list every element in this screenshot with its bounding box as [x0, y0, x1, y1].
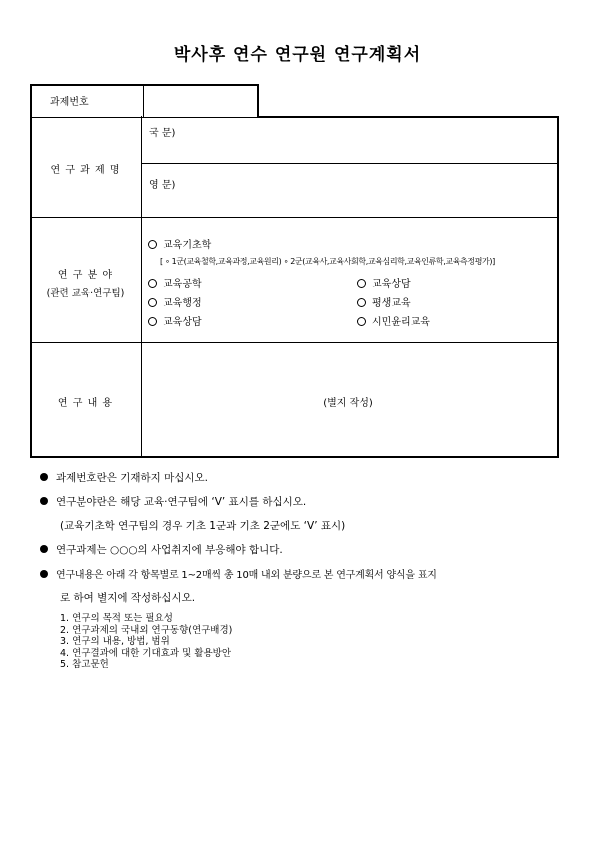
note-4-cont: 로 하여 별지에 작성하십시오.: [60, 592, 196, 604]
note-text: 연구내용은 아래 각 항목별로 1~2매씩 총 10매 내외 분량으로 본 연구계획서 양식을 표지: [56, 570, 437, 581]
note-1: [40, 470, 208, 485]
option-left-1[interactable]: [148, 275, 202, 290]
checkbox-circle-icon[interactable]: [148, 298, 157, 307]
option-label: 교육기초학: [163, 240, 212, 251]
option-label: 교육상담: [163, 317, 202, 328]
list-item: 1. 연구의 목적 또는 필요성: [60, 613, 173, 624]
english-title-label: 영 문): [149, 180, 176, 191]
checkbox-circle-icon[interactable]: [148, 240, 157, 249]
option-label: 교육행정: [163, 298, 202, 309]
option-label: 평생교육: [372, 298, 411, 309]
list-item: 4. 연구결과에 대한 기대효과 및 활용방안: [60, 647, 231, 659]
checkbox-circle-icon[interactable]: [357, 298, 366, 307]
list-item: 5. 참고문헌: [60, 659, 109, 670]
note-3: [40, 542, 283, 557]
project-number-label: 과제번호: [50, 97, 89, 108]
research-content-label: 연 구 내 용: [57, 398, 114, 409]
bullet-icon: [40, 497, 48, 505]
research-content-value: (별지 작성): [323, 398, 373, 409]
checkbox-circle-icon[interactable]: [148, 279, 157, 288]
content-items-list: [60, 613, 232, 671]
research-field-label: 연 구 분 야: [57, 270, 114, 281]
list-item: 3. 연구의 내용, 방법, 범위: [60, 636, 170, 647]
option-label: 시민윤리교육: [372, 317, 430, 328]
option-right-2[interactable]: [357, 294, 411, 309]
checkbox-circle-icon[interactable]: [357, 279, 366, 288]
note-4: [40, 566, 437, 581]
korean-title-label: 국 문): [149, 128, 176, 139]
basic-education-groups: [ ∘ 1군(교육철학,교육과정,교육원리) ∘ 2군(교육사,교육사회학,교육심리학,교육인류학,교육측정평가)]: [160, 257, 495, 266]
option-label: 교육공학: [163, 279, 202, 290]
checkbox-circle-icon[interactable]: [357, 317, 366, 326]
table-top-border: [257, 116, 557, 118]
option-left-2[interactable]: [148, 294, 202, 309]
option-basic-education[interactable]: [148, 236, 211, 251]
row-divider-2: [30, 342, 557, 343]
bullet-icon: [40, 570, 48, 578]
page-title: 박사후 연수 연구원 연구계획서: [173, 45, 422, 65]
row-divider-1: [30, 217, 557, 218]
note-2: [40, 494, 306, 509]
note-text: 연구분야란은 해당 교육·연구팀에 ‘V’ 표시를 하십시오.: [56, 496, 307, 508]
option-left-3[interactable]: [148, 313, 202, 328]
checkbox-circle-icon[interactable]: [148, 317, 157, 326]
english-title-field[interactable]: [185, 168, 550, 212]
korean-english-divider: [141, 163, 557, 164]
korean-title-field[interactable]: [185, 120, 550, 158]
research-field-sublabel: (관련 교육·연구팀): [46, 288, 125, 299]
list-item: 2. 연구과제의 국내외 연구동향(연구배경): [60, 624, 233, 636]
bullet-icon: [40, 545, 48, 553]
option-right-1[interactable]: [357, 275, 411, 290]
bullet-icon: [40, 473, 48, 481]
project-number-field[interactable]: [141, 84, 259, 118]
option-right-3[interactable]: [357, 313, 430, 328]
note-2-sub: (교육기초학 연구팀의 경우 기초 1군과 기초 2군에도 ‘V’ 표시): [60, 520, 346, 532]
project-name-label: 연 구 과 제 명: [50, 165, 121, 176]
option-label: 교육상담: [372, 279, 411, 290]
note-text: 과제번호란은 기재하지 마십시오.: [56, 472, 209, 484]
note-text: 연구과제는 ○○○의 사업취지에 부응해야 합니다.: [56, 544, 283, 556]
